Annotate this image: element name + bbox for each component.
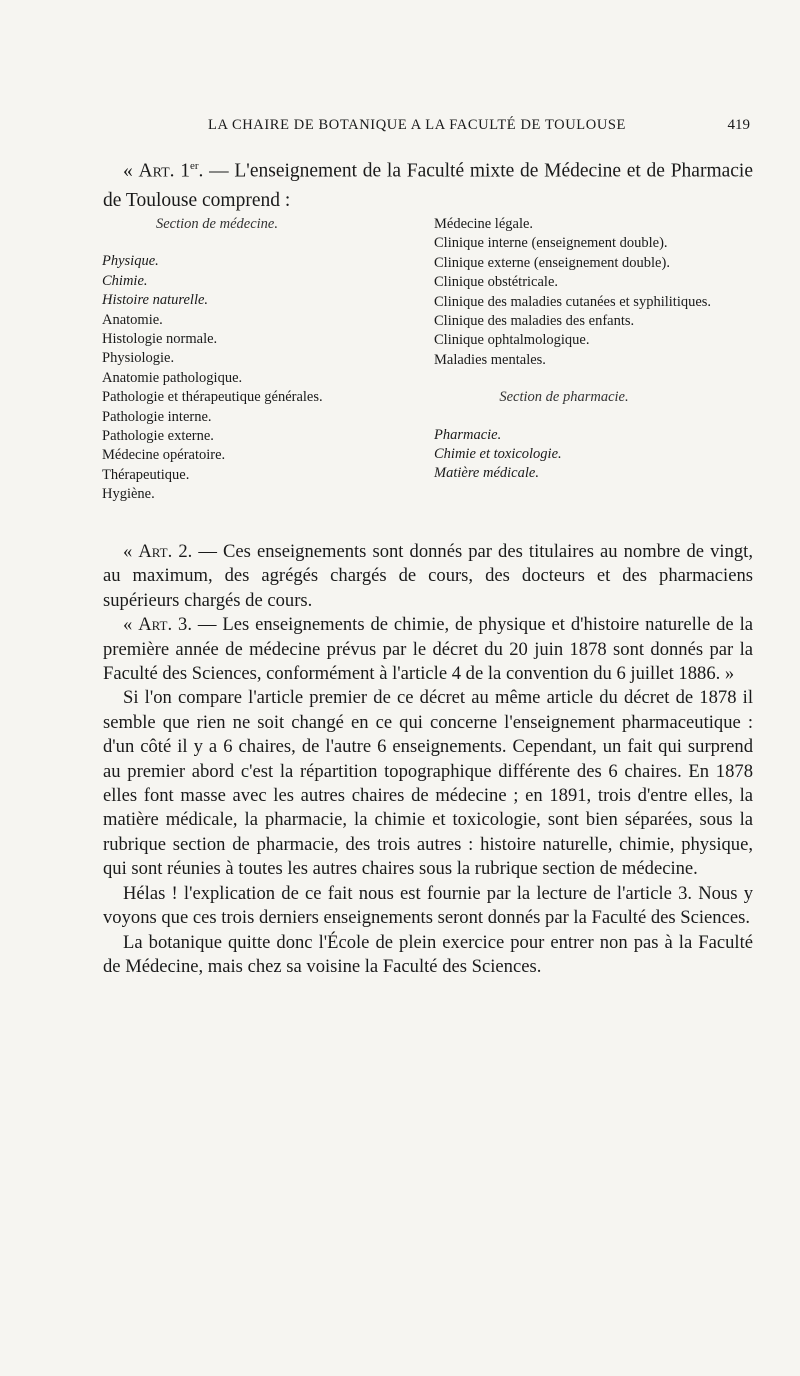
- course-item: Histoire naturelle.: [102, 292, 209, 309]
- article-2-paragraph: « Art. 2. — Ces enseignements sont donnés par des titulaires au nombre de vingt, au maximum, des agrégés chargés de cours, des docteurs et des pharmaciens supérieurs chargés de cours.: [103, 541, 753, 611]
- course-item: Chimie.: [102, 272, 148, 289]
- course-item: Hygiène.: [102, 486, 155, 503]
- course-item: Clinique des maladies des enfants.: [434, 313, 635, 330]
- paragraph: Si l'on compare l'article premier de ce décret au même article du décret de 1878 il semble que rien ne soit changé en ce qui concerne l'enseignement pharmaceutique : d'un côté il y a 6 chaires, de l'autre 6 enseignements. Cependant, un fait qui surprend au premier abord c'est la répartition topographique différente des 6 chaires. En 1878 elles font masse avec les autres chaires de médecine ; en 1891, trois d'entre elles, la matière médicale, la pharmacie, la chimie et toxicologie, sont bien séparées, sous la rubrique section de pharmacie, des trois autres : histoire naturelle, chimie, physique, qui sont réunies à toutes les autres chaires sous la rubrique section de médecine.: [103, 687, 753, 880]
- course-item: Anatomie.: [102, 311, 163, 328]
- course-item: Chimie et toxicologie.: [434, 446, 562, 463]
- section-pharmacie-title: Section de pharmacie.: [499, 389, 629, 406]
- course-item: Médecine légale.: [434, 216, 534, 232]
- course-item: Histologie normale.: [102, 331, 218, 348]
- article-3-text: . — Les enseignements de chimie, de physique et d'histoire naturelle de la première année de médecine prévus par le décret du 20 juin 1878 sont donnés par la Faculté des Sciences, conformément à l'article 4 de la convention du 6 juillet 1886. »: [103, 614, 753, 685]
- article-1-intro: [103, 152, 753, 215]
- article-3-paragraph: « Art. 3. — Les enseignements de chimie, de physique et d'histoire naturelle de la première année de médecine prévus par le décret du 20 juin 1878 sont donnés par la Faculté des Sciences, conformément à l'article 4 de la convention du 6 juillet 1886. »: [103, 614, 753, 685]
- course-item: Matière médicale.: [434, 465, 539, 482]
- running-title: LA CHAIRE DE BOTANIQUE A LA FACULTÉ DE TOULOUSE: [208, 117, 627, 133]
- course-item: Pharmacie.: [434, 426, 502, 443]
- article-2-label: Art. 2: [138, 541, 188, 562]
- paragraph: Hélas ! l'explication de ce fait nous est fournie par la lecture de l'article 3. Nous y voyons que ces trois derniers enseignements seront donnés par la Faculté des Sciences.: [103, 882, 753, 929]
- course-item-text: Clinique des maladies cutanées et syphilitiques.: [434, 293, 712, 310]
- paragraph: La botanique quitte donc l'École de plein exercice pour entrer non pas à la Faculté de Médecine, mais chez sa voisine la Faculté des Sciences.: [103, 931, 753, 977]
- article-2-text: . — Ces enseignements sont donnés par des titulaires au nombre de vingt, au maximum, des agrégés chargés de cours, des docteurs et des pharmaciens supérieurs chargés de cours.: [103, 541, 753, 611]
- course-item: Physique.: [102, 253, 159, 270]
- article-1-open-quote: «: [123, 160, 139, 182]
- course-item: Thérapeutique.: [102, 466, 190, 483]
- course-item: Clinique interne (enseignement double).: [434, 235, 668, 252]
- body-text: [103, 540, 753, 979]
- article-3-label: Art. 3: [138, 614, 188, 636]
- course-item: Clinique ophtalmologique.: [434, 332, 590, 349]
- course-item: Pathologie interne.: [102, 408, 212, 425]
- course-list-left-column: [102, 215, 422, 505]
- course-item: Physiologie.: [102, 350, 175, 367]
- course-item: Clinique obstétricale.: [434, 274, 559, 291]
- course-item: Anatomie pathologique.: [102, 369, 243, 386]
- section-medecine-title: Section de médecine.: [156, 216, 278, 232]
- course-list: [100, 215, 760, 515]
- article-1-label: Art. 1: [138, 160, 190, 182]
- course-item: Pathologie externe.: [102, 428, 214, 445]
- course-item: [434, 293, 764, 312]
- course-item: Médecine opératoire.: [102, 447, 226, 464]
- course-item: Pathologie et thérapeutique générales.: [102, 389, 323, 406]
- course-item: Maladies mentales.: [434, 351, 546, 368]
- article-1-text: . — L'enseignement de la Faculté mixte de Médecine et de Pharmacie de Toulouse comprend :: [103, 160, 753, 211]
- page-number: 419: [727, 117, 750, 133]
- course-item: Clinique externe (enseignement double).: [434, 254, 670, 271]
- article-1-superscript: er: [190, 160, 199, 172]
- running-head: [100, 117, 760, 139]
- course-list-right-column: [434, 215, 764, 484]
